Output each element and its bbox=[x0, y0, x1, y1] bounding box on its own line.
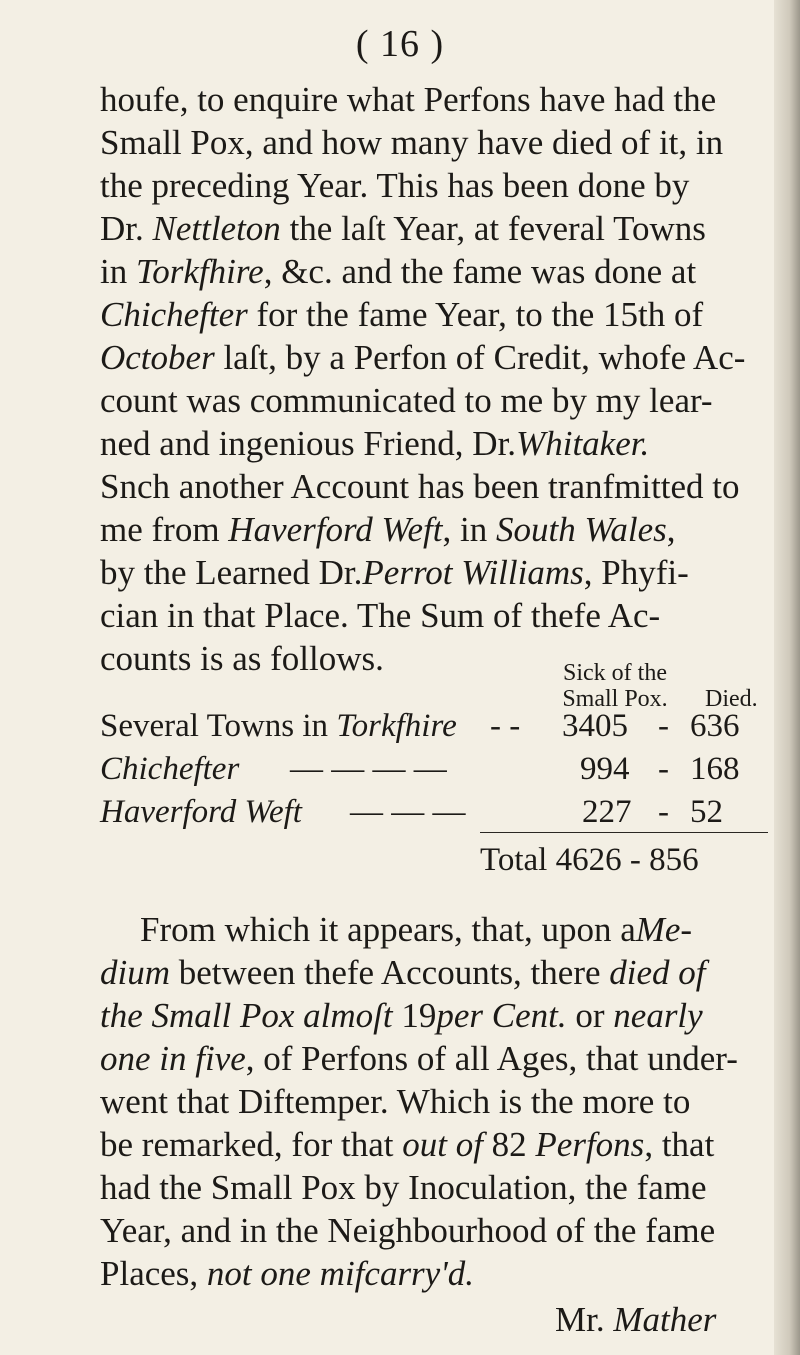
text-line: went that Diftemper. Which is the more to bbox=[100, 1082, 691, 1121]
text-line: Dr. Nettleton the laſt Year, at feveral Towns bbox=[100, 209, 706, 248]
text-line: by the Learned Dr.Perrot Williams, Phyfi- bbox=[100, 553, 689, 592]
text-line: be remarked, for that out of 82 Perfons, that bbox=[100, 1125, 715, 1164]
text-line: Places, not one mifcarry'd. bbox=[100, 1254, 474, 1293]
text-line: Snch another Account has been tranfmitted to bbox=[100, 467, 740, 506]
text-line: in Torkfhire, &c. and the fame was done at bbox=[100, 252, 697, 291]
column-header-sick: Sick of the Small Pox. bbox=[562, 660, 668, 712]
catchword: Mr. Mather bbox=[555, 1300, 717, 1339]
text-line: the preceding Year. This has been done by bbox=[100, 166, 690, 205]
text-line: houfe, to enquire what Perfons have had the bbox=[100, 80, 717, 119]
text-line: me from Haverford Weft, in South Wales, bbox=[100, 510, 676, 549]
page-number: ( 16 ) bbox=[355, 23, 445, 65]
text-line: one in five, of Perfons of all Ages, that under- bbox=[100, 1039, 738, 1078]
page-edge bbox=[774, 0, 800, 1355]
column-header-died: Died. bbox=[705, 686, 758, 712]
text-line: dium between thefe Accounts, there died of bbox=[100, 953, 706, 992]
text-line: count was communicated to me by my lear- bbox=[100, 381, 713, 420]
text-line: counts is as follows. bbox=[100, 639, 384, 678]
text-line: From which it appears, that, upon aMe- bbox=[140, 910, 693, 949]
text-line: ned and ingenious Friend, Dr.Whitaker. bbox=[100, 424, 650, 463]
sum-rule bbox=[480, 832, 768, 833]
text-line: Small Pox, and how many have died of it, in bbox=[100, 123, 724, 162]
text-line: had the Small Pox by Inoculation, the fame bbox=[100, 1168, 707, 1207]
text-line: Chichefter for the fame Year, to the 15th of bbox=[100, 295, 704, 334]
text-line: the Small Pox almoſt 19per Cent. or nearly bbox=[100, 996, 703, 1035]
text-line: October laſt, by a Perfon of Credit, whofe Ac- bbox=[100, 338, 746, 377]
book-page: ( 16 ) houfe, to enquire what Perfons have had the Small Pox, and how many have died of it, in the preceding Year. This has been done by Dr. Nettleton the laſt Year, at feveral Towns in Torkfhire, &c. and the fame was done at Chichefter for the fame Year, to the 15th of October laſt, by a Perfon of Credit, whofe Ac- count was communicated to me by my lear- ned and ingenious Friend, Dr.Whitaker. Snch another Account has been tranfmitted to me from Haverford Weft, in South Wales, by the Learned Dr.Perrot Williams, Phyfi- cian in that Place. The Sum of thefe Ac- counts is as follows. Sick of the Small Pox. Died. Several Towns in Torkfhire - - 3405 - 636 Chichefter — — — — 994 - 168 Haverford Weft — — — 227 - 52 Total 4626 - 856 From which it appears, that, upon aMe- dium between thefe Accounts, there died of the Small Pox almoſt 19per Cent. or nearly one in five, of Perfons of all Ages, that under- went that Diftemper. Which is the more to be remarked, for that out of 82 Perfons, that had the Small Pox by Inoculation, the fame Year, and in the Neighbourhood of the fame Places, not one mifcarry'd. Mr. Mather bbox=[0, 0, 800, 1355]
text-line: Year, and in the Neighbourhood of the fame bbox=[100, 1211, 716, 1250]
text-line: cian in that Place. The Sum of thefe Ac- bbox=[100, 596, 661, 635]
table-total: Total 4626 - 856 bbox=[480, 842, 699, 878]
